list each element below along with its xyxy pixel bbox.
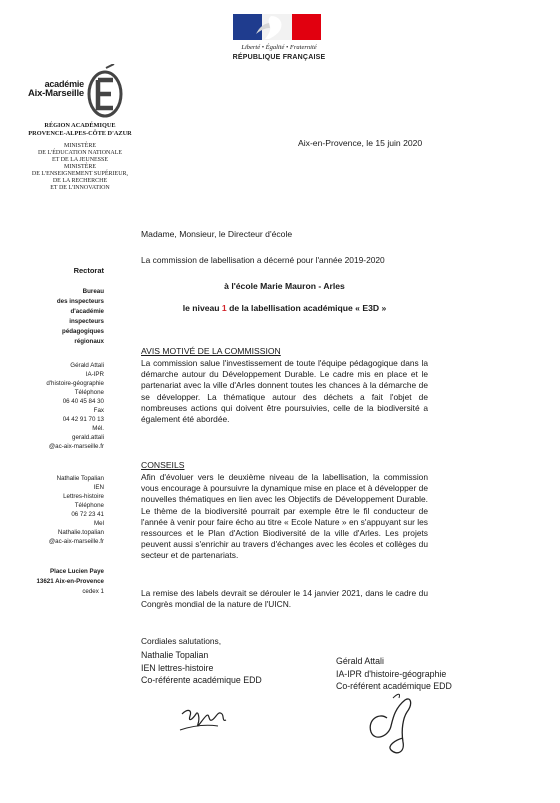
school-name: à l'école Marie Mauron - Arles	[224, 281, 345, 291]
letter-date: Aix-en-Provence, le 15 juin 2020	[298, 138, 423, 148]
region-label: RÉGION ACADÉMIQUE PROVENCE-ALPES-CÔTE D'AZUR	[28, 122, 132, 137]
contact-attali: Gérald Attali IA-IPR d'histoire-géographie Téléphone 06 40 45 84 30 Fax 04 42 91 70 13 Mél. gerald.attali @ac-aix-marseille.fr	[46, 362, 104, 450]
signature-attali	[357, 690, 433, 758]
academie-label: académie	[44, 79, 84, 89]
signature-topalian	[178, 700, 232, 734]
signature-block-left: Nathalie Topalian IEN lettres-histoire Co-référente académique EDD	[141, 650, 262, 685]
paragraph-avis: La commission salue l'investissement de toute l'équipe pédagogique dans la démarche autour du Développement Durable. Le cadre mis en place et le partenariat avec la ville d'Arles donnent toutes les chances à la démarche de se développer. La thématique autour des déchets a fait l'objet de nombreuses actions qui doivent être poursuivies, celle de la biodiversité a également été abordée.	[141, 358, 428, 425]
ministere-label: MINISTÈRE DE L'ÉDUCATION NATIONALE ET DE LA JEUNESSE MINISTÈRE DE L'ENSEIGNEMENT SUPÉRIEUR, DE LA RECHERCHE ET DE L'INNOVATION	[31, 143, 129, 191]
republic-motto: Liberté • Égalité • Fraternité	[241, 44, 317, 51]
closing: Cordiales salutations,	[141, 636, 222, 646]
salutation: Madame, Monsieur, le Directeur d'école	[141, 229, 293, 239]
label-level: le niveau 1 de la labellisation académique « E3D »	[182, 303, 387, 313]
level-number: 1	[221, 303, 227, 313]
heading-conseils: CONSEILS	[141, 460, 185, 470]
signature-block-right: Gérald Attali IA-IPR d'histoire-géographie Co-référent académique EDD	[336, 656, 452, 691]
contact-topalian: Nathalie Topalian IEN Lettres-histoire Téléphone 06 72 23 41 Mel Nathalie.topalian @ac-aix-marseille.fr	[48, 475, 104, 545]
academie-e-logo-icon	[86, 64, 124, 122]
academie-name: Aix-Marseille	[27, 88, 84, 99]
paragraph-conseils: Afin d'évoluer vers le deuxième niveau de la labellisation, la commission vous encourage à poursuivre la dynamique mise en place et à développer de nouvelles thématiques en lien avec les Objectifs de Développement Durable. Le thème de la biodiversité pourrait par exemple être le fil conducteur de l'année à venir pour faire écho au titre « Ecole Nature » en s'appuyant sur les ressources et le Plan d'Action Biodiversité de la ville d'Arles. Les projets peuvent aussi s'enrichir au travers d'échanges avec les écoles et collèges du secteur et de partenariats.	[141, 472, 428, 561]
marianne-logo	[233, 14, 321, 40]
republic-title: RÉPUBLIQUE FRANÇAISE	[232, 54, 326, 61]
intro-line: La commission de labellisation a décerné pour l'année 2019-2020	[141, 255, 385, 265]
rectorat-label: Rectorat	[73, 266, 104, 275]
heading-avis: AVIS MOTIVÉ DE LA COMMISSION	[141, 346, 281, 356]
paragraph-remise: La remise des labels devrait se dérouler le 14 janvier 2021, dans le cadre du Congrès mondial de la nature de l'UICN.	[141, 588, 428, 610]
address-block: Place Lucien Paye 13621 Aix-en-Provence cedex 1	[36, 568, 104, 595]
bureau-label: Bureau des inspecteurs d'académie inspecteurs pédagogiques régionaux	[56, 288, 104, 345]
